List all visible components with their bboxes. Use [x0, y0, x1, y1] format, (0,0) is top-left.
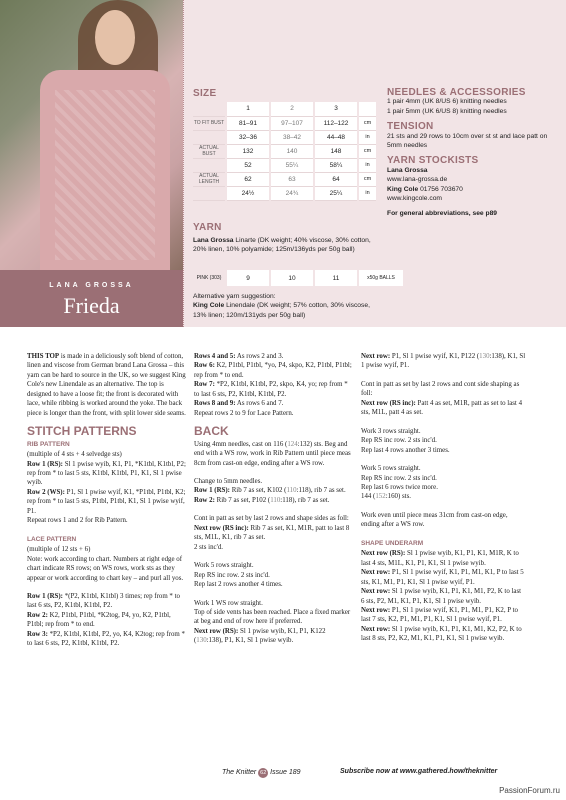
stockist-link[interactable]: www.kingcole.com: [387, 195, 443, 203]
size-col: 2: [270, 102, 314, 116]
row-label: ACTUAL LENGTH: [193, 172, 226, 186]
tension-heading: TENSION: [387, 121, 434, 133]
column-2: Rows 4 and 5: As rows 2 and 3. Row 6: K2, P1tbl, P1tbl, *yo, P4, skpo, K2, P1tbl, P1tbl; rep from * to end. Row 7: *P2, K1tbl, K1tbl, P2, skpo, K4, yo; rep from * to last 6 sts, P2, K1tbl, K1tbl, P2. Rows 8 and 9: As rows 6 and 7. Repeat rows 2 to 9 for Lace Pattern. BACK Using 4mm needles, cast on 116 (124:132) sts. Beg and end with a WS row, work in Rib Pattern until piece meas 8cm from cast-on edge, ending after a WS row. Change to 5mm needles. Row 1 (RS): Rib 7 as set, K102 (110:118), rib 7 as set. Row 2: Rib 7 as set, P102 (110:118), rib 7 as set. Cont in patt as set by last 2 rows and shape sides as foll: Next row (RS inc): Rib 7 as set, K1, M1R, patt to last 8 sts, M1L, K1, rib 7 as set. 2 sts inc'd. Work 5 rows straight. Rep RS inc row. 2 sts inc'd. Rep last 2 rows another 4 times. Work 1 WS row straight. Top of side vents has been reached. Place a fixed marker at beg and end of row here if preferred. Next row (RS): Sl 1 pwise wyib, K1, P1, K122 (130:138), P1, K1, Sl 1 pwise wyib.: [194, 352, 354, 646]
page-number: 62: [260, 770, 267, 776]
column-1: THIS TOP is made in a deliciously soft blend of cotton, linen and viscose from German brand Lana Grossa – this yarn can be hard to source in the UK, so we suggest King Cole's new Linendale as an alternative. The top is designed to have a loose fit; the front is decorated with lace, while ribbing is worked around the yoke. The back piece is longer than the front, with split lower side seams. STITCH PATTERNS RIB PATTERN (multiple of 4 sts + 4 selvedge sts) Row 1 (RS): Sl 1 pwise wyib, K1, P1, *K1tbl, K1tbl, P2; rep from * to last 5 sts, K1tbl, K1tbl, P1, K1, Sl 1 pwise wyib. Row 2 (WS): P1, Sl 1 pwise wyif, K1, *P1tbl, P1tbl, K2; rep from * to last 5 sts, P1tbl, P1tbl, K1, Sl 1 pwise wyif, P1. Repeat rows 1 and 2 for Rib Pattern. LACE PATTERN (multiple of 12 sts + 6) Note: work according to chart. Numbers at right edge of chart indicate RS rows; on WS rows, work sts as they appear or work according to chart key – and purl all yos. Row 1 (RS): *(P2, K1tbl, K1tbl) 3 times; rep from * to last 6 sts, P2, K1tbl, K1tbl, P2. Row 2: K2, P1tbl, P1tbl, *K2tog, P4, yo, K2, P1tbl, P1tbl; rep from * to end. Row 3: *P2, K1tbl, K1tbl, P2, yo, K4, K2tog; rep from * to last 6 sts, P2, K1tbl, K1tbl, P2.: [27, 353, 186, 648]
column-3: Next row: P1, Sl 1 pwise wyif, K1, P122 (130:138), K1, Sl 1 pwise wyif, P1. Cont in patt as set by last 2 rows and cont side shaping as foll: Next row (RS inc): Patt 4 as set, M1R, patt as set to last 4 sts, M1L, patt 4 as set. Work 3 rows straight. Rep RS inc row. 2 sts inc'd. Rep last 4 rows another 3 times. Work 5 rows straight. Rep RS inc row. 2 sts inc'd. Rep last 6 rows twice more. 144 (152:160) sts. Work even until piece meas 31cm from cast-on edge, ending after a WS row. SHAPE UNDERARM Next row (RS): Sl 1 pwise wyib, K1, P1, K1, M1R, K to last 4 sts, M1L, K1, P1, K1, Sl 1 pwise wyib. Next row: P1, Sl 1 pwise wyif, K1, P1, M1, K1, P to last 5 sts, K1, M1, P1, K1, Sl 1 pwise wyif, P1. Next row: Sl 1 pwise wyib, K1, P1, K1, M1, P2, K to last 6 sts, P2, M1, K1, P1, K1, Sl 1 pwise wyib. Next row: P1, Sl 1 pwise wyif, K1, P1, M1, P1, K2, P to last 7 sts, K2, P1, M1, P1, K1, Sl 1 pwise wyif, P1. Next row: Sl 1 pwise wyib, K1, P1, K1, M1, K2, P2, K to last 8 sts, P2, K2, M1, K1, P1, K1, Sl 1 pwise wyib.: [361, 353, 526, 643]
back-heading: BACK: [194, 424, 229, 439]
colour-label: PINK (303): [193, 270, 226, 286]
photo-face: [95, 10, 135, 65]
size-heading: SIZE: [193, 88, 217, 99]
row-label: TO FIT BUST: [193, 116, 226, 130]
stockist-link[interactable]: www.lana-grossa.de: [387, 176, 448, 184]
materials-column: NEEDLES & ACCESSORIES 1 pair 4mm (UK 8/US 6) knitting needles 1 pair 5mm (UK 6/US 8) knitting needles TENSION 21 sts and 29 rows to 10cm over st st and lace patt on 5mm needles YARN STOCKISTS Lana Grossa www.lana-grossa.de King Cole 01756 703670 www.kingcole.com For general abbreviations, see p89: [387, 88, 557, 219]
stitch-patterns-heading: STITCH PATTERNS: [27, 424, 137, 439]
yarn-description: Lana Grossa Linarte (DK weight; 40% viscose, 30% cotton, 20% linen, 10% polyamide; 125m/136yds per 50g ball): [193, 237, 371, 254]
size-col: 1: [226, 102, 270, 116]
subscribe-link[interactable]: Subscribe now at www.gathered.how/theknitter: [340, 768, 498, 775]
photo-lace-pattern: [55, 90, 155, 260]
yarn-heading: YARN: [193, 222, 222, 233]
watermark: PassionForum.ru: [499, 786, 560, 795]
size-table: 1 2 3 TO FIT BUST 81–91 97–107 112–122 cm 32–36 38–42 44–48 in ACTUAL BUST 132 140 148 cm 52 55¼ 58¼ in ACTUAL LENGTH 62 63 64 cm 24½ 24¾ 25¼ in: [193, 102, 376, 201]
rib-pattern-heading: RIB PATTERN: [27, 440, 70, 448]
dotted-divider: [183, 0, 184, 327]
title-box: [0, 270, 183, 327]
stockists-heading: YARN STOCKISTS: [387, 155, 479, 167]
lace-pattern-heading: LACE PATTERN: [27, 535, 77, 543]
brand-name: LANA GROSSA: [49, 282, 134, 289]
design-name: Frieda: [63, 293, 120, 318]
shape-underarm-heading: SHAPE UNDERARM: [361, 539, 424, 547]
size-col: 3: [314, 102, 358, 116]
model-photo: [0, 0, 183, 270]
row-label: ACTUAL BUST: [193, 144, 226, 158]
alternative-yarn: Alternative yarn suggestion: King Cole Linendale (DK weight; 57% cotton, 30% viscose, 13% linen; 120m/131yds per 50g ball): [193, 293, 370, 319]
yarn-quantity-table: PINK (303) 9 10 11 x50g BALLS: [193, 270, 403, 286]
needles-heading: NEEDLES & ACCESSORIES: [387, 87, 526, 98]
